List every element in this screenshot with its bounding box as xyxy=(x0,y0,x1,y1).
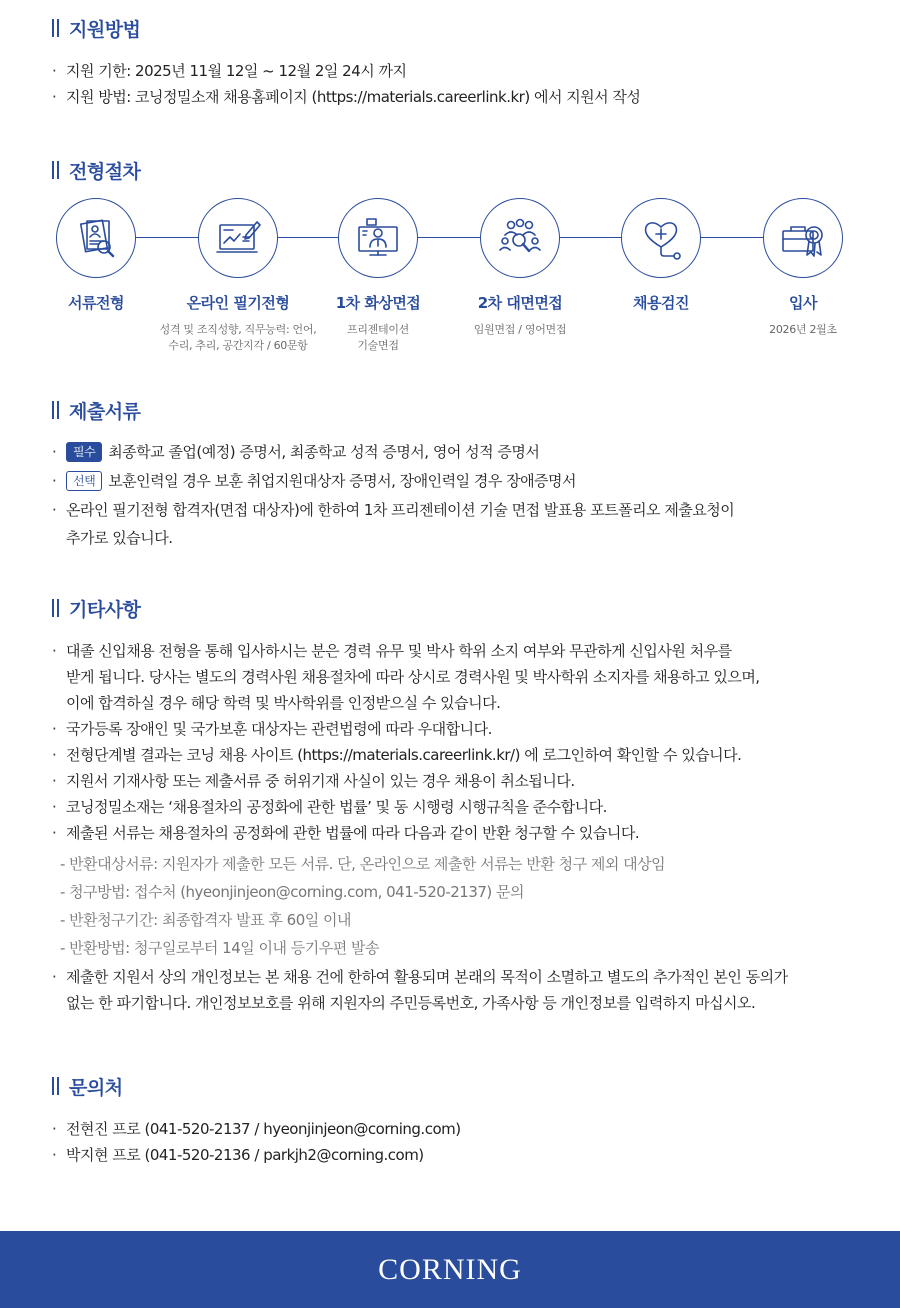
list-item: · 코닝정밀소재는 ‘채용절차의 공정화에 관한 법률’ 및 동 시행령 시행규칙을 준수합니다. xyxy=(52,794,852,820)
etc-section xyxy=(52,594,852,1016)
step-label: 입사 xyxy=(789,294,817,312)
stethoscope-heart-icon xyxy=(621,198,701,278)
contact-section xyxy=(52,1072,852,1168)
process-flow xyxy=(56,198,846,352)
optional-text: 보훈인력일 경우 보훈 취업지원대상자 증명서, 장애인력일 경우 장애증명서 xyxy=(108,472,577,490)
privacy-list xyxy=(52,964,852,1016)
step-desc: 성격 및 조직성향, 직무능력: 언어, 수리, 추리, 공간지각 / 60문항 xyxy=(159,323,317,352)
required-badge: 필수 xyxy=(66,442,102,462)
step-desc: 2026년 2월초 xyxy=(769,323,837,336)
list-item: · 제출한 지원서 상의 개인정보는 본 채용 건에 한하여 활용되며 본래의 목적이 소멸하고 별도의 추가적인 본인 동의가 없는 한 파기합니다. 개인정보보호를 위해 지원자의 주민등록번호, 가족사항 등 개인정보를 입력하지 마십시오. xyxy=(52,964,852,1016)
process-title: 전형절차 xyxy=(69,160,141,183)
apply-section xyxy=(52,14,852,110)
heading-bars-icon xyxy=(52,161,59,179)
documents-list xyxy=(52,438,852,552)
list-item xyxy=(52,496,852,552)
heading-bars-icon xyxy=(52,1077,59,1095)
step-label: 서류전형 xyxy=(68,294,124,312)
apply-title: 지원방법 xyxy=(69,18,141,41)
process-step-join xyxy=(723,198,883,338)
heading-bars-icon xyxy=(52,19,59,37)
list-item: · 지원서 기재사항 또는 제출서류 중 허위기재 사실이 있는 경우 채용이 취소됩니다. xyxy=(52,768,852,794)
documents-title: 제출서류 xyxy=(69,400,141,423)
documents-magnifier-icon xyxy=(56,198,136,278)
footer-bar xyxy=(0,1231,900,1308)
process-step-online-test xyxy=(158,198,318,354)
process-step-video-interview xyxy=(298,198,458,354)
sub-item: - 반환청구기간: 최종합격자 발표 후 60일 이내 xyxy=(60,911,351,929)
step-label: 채용검진 xyxy=(633,294,689,312)
sub-item: - 청구방법: 접수처 (hyeonjinjeon@corning.com, 041-520-2137) 문의 xyxy=(60,883,525,901)
sub-item: - 반환대상서류: 지원자가 제출한 모든 서류. 단, 온라인으로 제출한 서류는 반환 청구 제외 대상임 xyxy=(60,855,666,873)
step-desc: 프리젠테이션 기술면접 xyxy=(347,323,409,352)
contact-list xyxy=(52,1116,852,1168)
list-item: · 제출된 서류는 채용절차의 공정화에 관한 법률에 따라 다음과 같이 반환 청구할 수 있습니다. xyxy=(52,820,852,846)
apply-heading xyxy=(52,14,852,42)
online-test-pen-icon xyxy=(198,198,278,278)
process-step-face-interview xyxy=(440,198,600,338)
heading-bars-icon xyxy=(52,599,59,617)
list-item xyxy=(52,467,852,496)
list-item xyxy=(52,438,852,467)
apply-list xyxy=(52,58,852,110)
heading-bars-icon xyxy=(52,401,59,419)
etc-list xyxy=(52,638,852,846)
step-label: 온라인 필기전형 xyxy=(186,294,290,312)
step-label: 2차 대면면접 xyxy=(477,294,563,312)
video-interview-icon xyxy=(338,198,418,278)
contact-title: 문의처 xyxy=(69,1076,123,1099)
process-heading xyxy=(52,156,852,184)
note-line: 온라인 필기전형 합격자(면접 대상자)에 한하여 1차 프리젠테이션 기술 면접 발표용 포트폴리오 제출요청이 xyxy=(66,501,735,519)
required-text: 최종학교 졸업(예정) 증명서, 최종학교 성적 증명서, 영어 성적 증명서 xyxy=(108,443,540,461)
corning-logo: CORNING xyxy=(378,1252,522,1286)
briefcase-badge-icon xyxy=(763,198,843,278)
etc-heading xyxy=(52,594,852,622)
group-search-icon xyxy=(480,198,560,278)
etc-title: 기타사항 xyxy=(69,598,141,621)
return-details-list xyxy=(60,850,852,962)
note-line: 추가로 있습니다. xyxy=(66,529,173,547)
list-item: · 지원 기한: 2025년 11월 12일 ~ 12월 2일 24시 까지 xyxy=(52,58,852,84)
sub-item: - 반환방법: 청구일로부터 14일 이내 등기우편 발송 xyxy=(60,939,379,957)
contact-heading xyxy=(52,1072,852,1100)
step-desc: 임원면접 / 영어면접 xyxy=(473,323,567,336)
documents-heading xyxy=(52,396,852,424)
process-section xyxy=(52,156,852,184)
list-item: · 박지현 프로 (041-520-2136 / parkjh2@corning.com) xyxy=(52,1142,852,1168)
documents-section xyxy=(52,396,852,552)
process-step-health-check xyxy=(581,198,741,322)
list-item: · 전형단계별 결과는 코닝 채용 사이트 (https://materials.careerlink.kr/) 에 로그인하여 확인할 수 있습니다. xyxy=(52,742,852,768)
optional-badge: 선택 xyxy=(66,471,102,491)
list-item: · 지원 방법: 코닝정밀소재 채용홈페이지 (https://materials.careerlink.kr) 에서 지원서 작성 xyxy=(52,84,852,110)
list-item: · 대졸 신입채용 전형을 통해 입사하시는 분은 경력 유무 및 박사 학위 소지 여부와 무관하게 신입사원 처우를 받게 됩니다. 당사는 별도의 경력사원 채용절차에 따라 상시로 경력사원 및 박사학위 소지자를 채용하고 있으며, 이에 합격하실 경우 해당 학력 및 박사학위를 인정받으실 수 있습니다. xyxy=(52,638,852,716)
list-item: · 국가등록 장애인 및 국가보훈 대상자는 관련법령에 따라 우대합니다. xyxy=(52,716,852,742)
list-item: · 전현진 프로 (041-520-2137 / hyeonjinjeon@corning.com) xyxy=(52,1116,852,1142)
process-step-document xyxy=(16,198,176,322)
step-label: 1차 화상면접 xyxy=(335,294,421,312)
